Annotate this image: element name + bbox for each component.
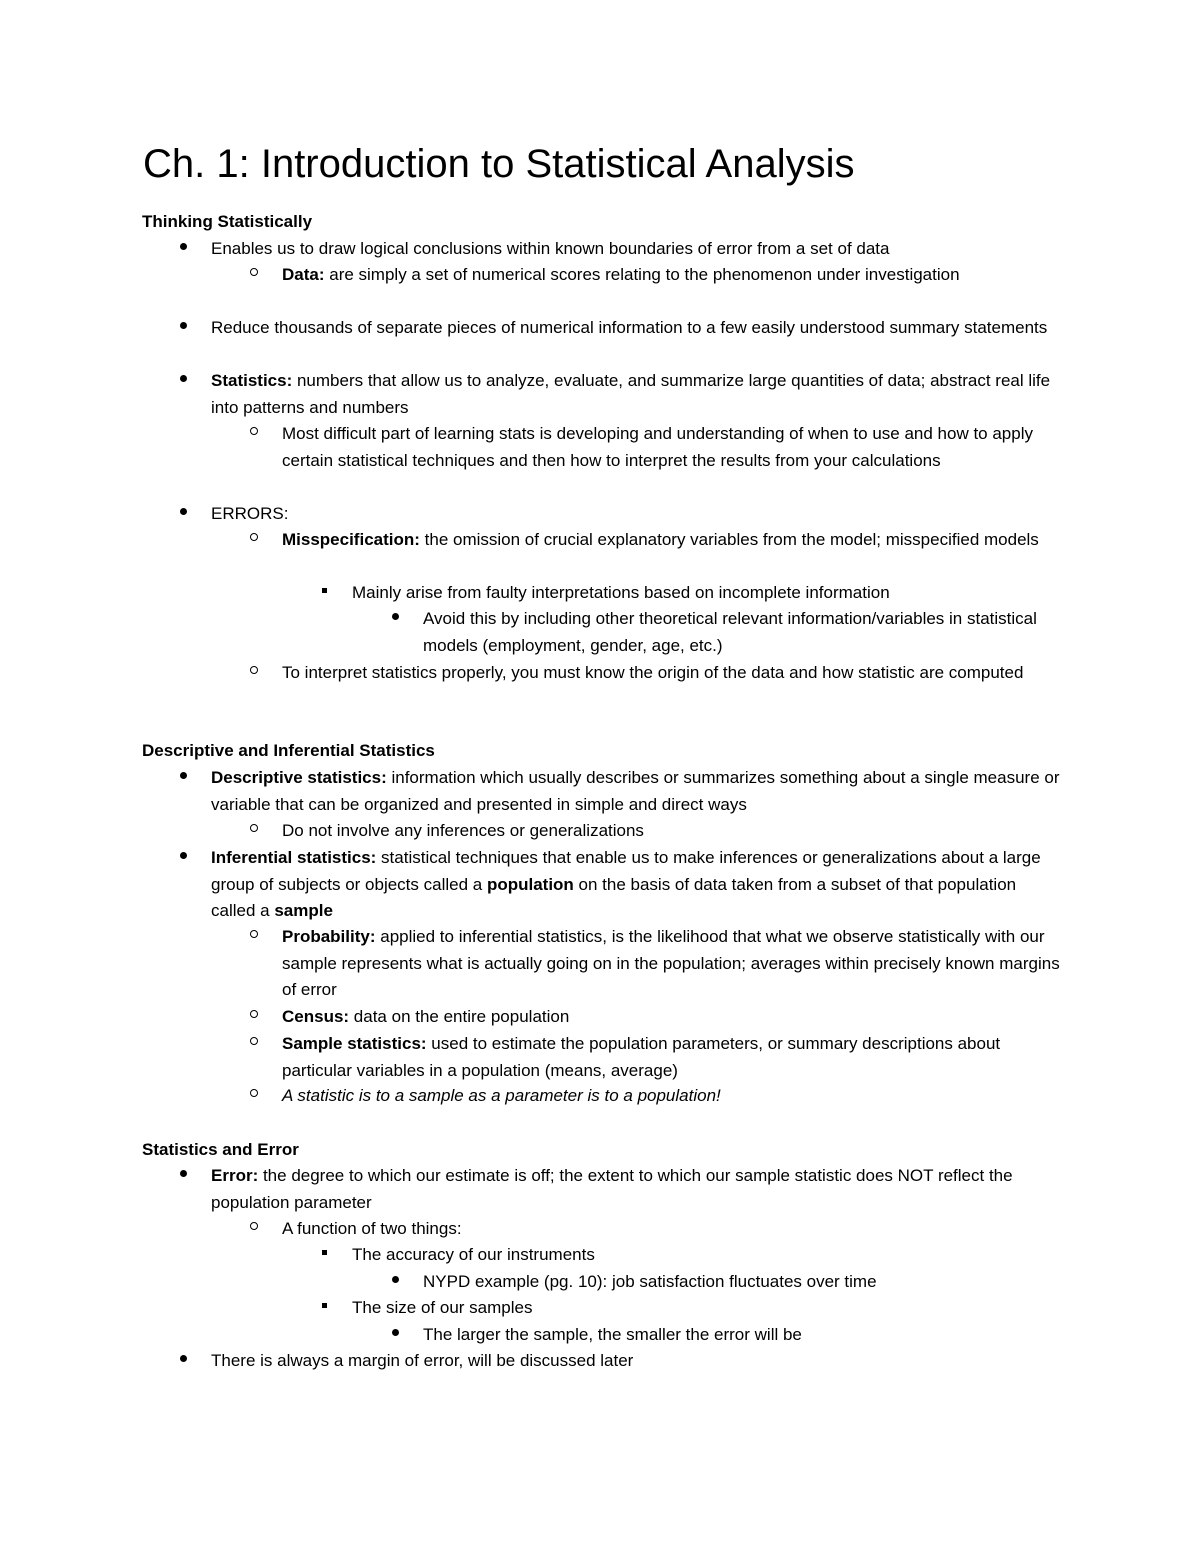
list-item	[352, 1242, 1060, 1269]
square-bullet-icon	[314, 580, 334, 607]
item-text: information which usually describes or summarizes something about a single measure or variable that can be organized and presented in simple and direct ways	[211, 768, 1060, 814]
list-item	[282, 527, 1060, 554]
section-heading: Statistics and Error	[142, 1140, 299, 1159]
bold-term: Probability:	[282, 927, 376, 946]
bold-term: Sample statistics:	[282, 1034, 427, 1053]
item-text: the degree to which our estimate is off; the extent to which our sample statistic does NOT reflect the population parameter	[211, 1166, 1013, 1212]
circle-bullet-icon	[244, 1031, 264, 1058]
list-item	[282, 660, 1060, 687]
section-heading: Thinking Statistically	[142, 212, 313, 231]
list-item	[282, 1083, 1060, 1110]
item-text: The accuracy of our instruments	[352, 1245, 595, 1264]
list-item	[211, 501, 1060, 528]
item-text: Reduce thousands of separate pieces of numerical information to a few easily understood summary statements	[211, 318, 1048, 337]
bullet-icon	[385, 606, 405, 633]
item-text: NYPD example (pg. 10): job satisfaction fluctuates over time	[423, 1272, 877, 1291]
item-text: There is always a margin of error, will be discussed later	[211, 1351, 634, 1370]
item-text: data on the entire population	[349, 1007, 570, 1026]
bullet-icon	[173, 765, 193, 792]
bold-term: population	[486, 874, 574, 894]
item-text: numbers that allow us to analyze, evaluate, and summarize large quantities of data; abstract real life into patterns and numbers	[211, 371, 1051, 417]
circle-bullet-icon	[244, 660, 264, 687]
page-title: Ch. 1: Introduction to Statistical Analysis	[143, 142, 855, 186]
bold-term: Error:	[211, 1166, 259, 1185]
list-item	[282, 818, 1060, 845]
bold-term: Inferential statistics:	[211, 848, 377, 867]
list-item	[211, 315, 1060, 342]
circle-bullet-icon	[244, 818, 264, 845]
list-item	[282, 1216, 1060, 1243]
list-item	[423, 1269, 1060, 1296]
circle-bullet-icon	[244, 421, 264, 448]
italic-text: A statistic is to a sample as a parameter is to a population!	[282, 1086, 721, 1105]
bold-term: Statistics:	[211, 371, 293, 390]
list-item	[211, 1348, 1060, 1375]
item-text: Enables us to draw logical conclusions within known boundaries of error from a set of data	[211, 239, 890, 258]
list-item	[211, 368, 1060, 421]
circle-bullet-icon	[244, 1004, 264, 1031]
bold-term: sample	[274, 901, 333, 920]
bold-term: Descriptive statistics:	[211, 768, 387, 787]
section-heading: Descriptive and Inferential Statistics	[142, 741, 435, 760]
item-text: used to estimate the population parameters, or summary descriptions about particular variables in a population (means, average)	[282, 1034, 1001, 1080]
list-item	[282, 421, 1060, 474]
list-item	[211, 236, 1060, 263]
circle-bullet-icon	[244, 262, 264, 289]
square-bullet-icon	[314, 1295, 334, 1322]
bullet-icon	[173, 845, 193, 872]
bullet-icon	[173, 315, 193, 342]
circle-bullet-icon	[244, 924, 264, 951]
item-text: Most difficult part of learning stats is developing and understanding of when to use and how to apply certain statistical techniques and then how to interpret the results from your calculations	[282, 424, 1033, 470]
list-item	[282, 1031, 1060, 1084]
item-text: The size of our samples	[352, 1298, 533, 1317]
bullet-icon	[173, 1348, 193, 1375]
list-item	[211, 765, 1060, 818]
item-text: Do not involve any inferences or generalizations	[282, 821, 644, 840]
circle-bullet-icon	[244, 1083, 264, 1110]
bold-term: Data:	[282, 265, 325, 284]
bullet-icon	[385, 1269, 405, 1296]
item-text: on the basis of data taken from a subset of that population called a	[211, 874, 1017, 920]
bullet-icon	[173, 236, 193, 263]
item-text: Mainly arise from faulty interpretations based on incomplete information	[352, 583, 890, 602]
square-bullet-icon	[314, 1242, 334, 1269]
bullet-icon	[173, 368, 193, 395]
list-item	[282, 924, 1060, 1004]
list-item	[352, 580, 1060, 607]
list-item	[211, 845, 1060, 925]
circle-bullet-icon	[244, 1216, 264, 1243]
item-text: The larger the sample, the smaller the error will be	[423, 1325, 802, 1344]
item-text: the omission of crucial explanatory variables from the model; misspecified models	[419, 530, 1039, 549]
list-item	[211, 1163, 1060, 1216]
list-item	[282, 262, 1060, 289]
circle-bullet-icon	[244, 527, 264, 554]
item-text: A function of two things:	[282, 1219, 462, 1238]
item-text: ERRORS:	[211, 504, 289, 523]
list-item	[282, 1004, 1060, 1031]
item-text: statistical techniques that enable us to make inferences or generalizations about a large group of subjects or objects called a	[211, 848, 1041, 894]
bullet-icon	[385, 1322, 405, 1349]
bullet-icon	[173, 1163, 193, 1190]
list-item	[423, 606, 1060, 659]
bold-term: Census:	[282, 1007, 350, 1026]
item-text: are simply a set of numerical scores relating to the phenomenon under investigation	[324, 265, 960, 284]
item-text: applied to inferential statistics, is the likelihood that what we observe statistically with our sample represents what is actually going on in the population; averages within precisely known margins of error	[282, 927, 1060, 999]
item-text: To interpret statistics properly, you must know the origin of the data and how statistic are computed	[282, 663, 1024, 682]
bold-term: Misspecification:	[282, 530, 420, 549]
list-item	[423, 1322, 1060, 1349]
item-text: Avoid this by including other theoretical relevant information/variables in statistical models (employment, gender, age, etc.)	[423, 609, 1037, 655]
list-item	[352, 1295, 1060, 1322]
bullet-icon	[173, 501, 193, 528]
